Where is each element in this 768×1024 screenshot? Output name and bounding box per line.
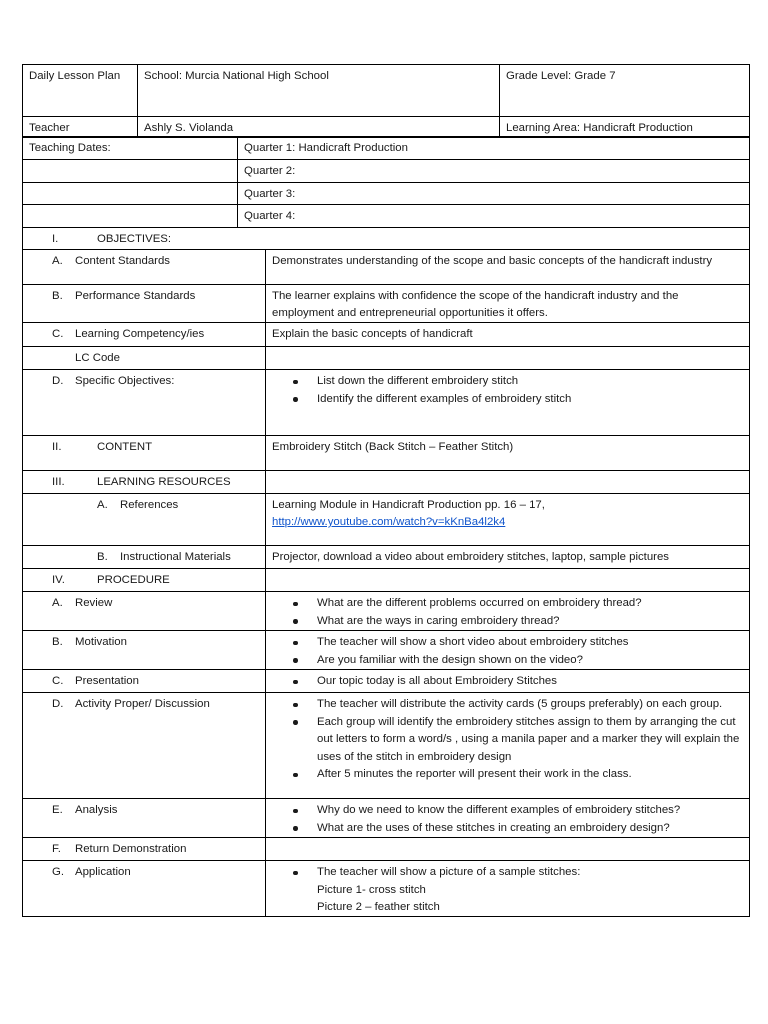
grade-level: Grade Level: Grade 7: [506, 70, 616, 82]
title-cell: [23, 65, 138, 117]
row-value: [266, 285, 750, 323]
row-label: [23, 347, 266, 370]
video-link[interactable]: http://www.youtube.com/watch?v=kKnBa4l2k4: [272, 516, 506, 528]
list-item: What are the uses of these stitches in creating an embroidery design?: [266, 820, 749, 838]
row-label: C. Learning Competency/ies: [23, 323, 266, 347]
row-value: [266, 471, 750, 494]
quarter-cell: [238, 160, 750, 183]
doc-title: Daily Lesson Plan: [29, 70, 121, 82]
row-label: IV. PROCEDURE: [23, 569, 266, 592]
objectives-heading-cell: [23, 228, 750, 250]
application-line: Picture 1- cross stitch: [317, 883, 426, 896]
list-item: Each group will identify the embroidery stitches assign to them by arranging the cut out letters to form a word/s , using a manila paper and a marker they will explain the uses of the stitch in embroidery design: [266, 714, 749, 767]
row-value: [266, 670, 750, 693]
list-item: After 5 minutes the reporter will present their work in the class.: [266, 766, 749, 784]
row-label: G. Application: [23, 861, 266, 917]
references-text: Learning Module in Handicraft Production pp. 16 – 17,: [272, 499, 545, 511]
row-value: [266, 436, 750, 471]
row-value: [266, 799, 750, 838]
teacher-name-cell: [138, 117, 500, 138]
section-heading: PROCEDURE: [97, 574, 170, 586]
row-value: [266, 631, 750, 670]
specific-objectives-list: [266, 373, 749, 408]
row-label: II. CONTENT: [23, 436, 266, 471]
materials-text: Projector, download a video about embroidery stitches, laptop, sample pictures: [272, 551, 669, 563]
row-label: C. Presentation: [23, 670, 266, 693]
activity-list: [266, 696, 749, 784]
content-text: Embroidery Stitch (Back Stitch – Feather Stitch): [272, 441, 514, 453]
list-item: Are you familiar with the design shown on the video?: [266, 652, 749, 670]
dates-label-cell: [23, 137, 238, 160]
list-item: The teacher will show a picture of a sample stitches:: [266, 864, 749, 882]
section-heading: LEARNING RESOURCES: [97, 476, 231, 488]
teacher-label-cell: [23, 117, 138, 138]
row-value: [266, 693, 750, 799]
grade-cell: [500, 65, 750, 117]
row-value: [266, 250, 750, 285]
row-label: B. Instructional Materials: [23, 546, 266, 569]
list-item: The teacher will show a short video about embroidery stitches: [266, 634, 749, 652]
performance-standards-text: The learner explains with confidence the scope of the handicraft industry and the employment and entrepreneurial opportunities it offers.: [272, 290, 679, 319]
application-line: Picture 2 – feather stitch: [317, 900, 440, 913]
quarter-cell: [238, 137, 750, 160]
row-value: [266, 347, 750, 370]
review-list: [266, 595, 749, 630]
row-value: [266, 370, 750, 436]
list-item: What are the ways in caring embroidery thread?: [266, 613, 749, 631]
list-item: List down the different embroidery stitch: [266, 373, 749, 391]
row-label: B. Performance Standards: [23, 285, 266, 323]
row-value: [266, 838, 750, 861]
row-label: A. References: [23, 494, 266, 546]
lesson-body-table: [22, 227, 750, 917]
school-cell: [138, 65, 500, 117]
learning-area: Learning Area: Handicraft Production: [506, 122, 693, 134]
teacher-name: Ashly S. Violanda: [144, 122, 234, 134]
row-value: [266, 861, 750, 917]
row-label: III. LEARNING RESOURCES: [23, 471, 266, 494]
school-name: School: Murcia National High School: [144, 70, 329, 82]
motivation-list: [266, 634, 749, 669]
list-item: Why do we need to know the different examples of embroidery stitches?: [266, 802, 749, 820]
quarter-cell: [238, 183, 750, 205]
section-number: I.: [52, 233, 59, 245]
row-label: A. Content Standards: [23, 250, 266, 285]
dates-table: [22, 136, 750, 228]
analysis-list: [266, 802, 749, 837]
competency-text: Explain the basic concepts of handicraft: [272, 328, 473, 340]
list-item: Our topic today is all about Embroidery Stitches: [266, 673, 749, 691]
presentation-list: [266, 673, 749, 691]
row-label: D. Activity Proper/ Discussion: [23, 693, 266, 799]
list-item: Identify the different examples of embroidery stitch: [266, 391, 749, 409]
row-label: E. Analysis: [23, 799, 266, 838]
list-item: The teacher will distribute the activity cards (5 groups preferably) on each group.: [266, 696, 749, 714]
row-label: D. Specific Objectives:: [23, 370, 266, 436]
row-value: [266, 569, 750, 592]
quarter-1: Quarter 1: Handicraft Production: [244, 142, 408, 154]
section-heading: OBJECTIVES:: [97, 233, 172, 245]
section-heading: CONTENT: [97, 441, 153, 453]
row-value: [266, 546, 750, 569]
row-value: [266, 494, 750, 546]
teacher-label: Teacher: [29, 122, 70, 134]
header-table: [22, 64, 750, 138]
learning-area-cell: [500, 117, 750, 138]
content-standards-text: Demonstrates understanding of the scope and basic concepts of the handicraft industry: [272, 255, 713, 267]
lc-code-label: LC Code: [75, 352, 120, 364]
application-list: [266, 864, 749, 882]
quarter-3: Quarter 3:: [244, 188, 296, 200]
row-label: B. Motivation: [23, 631, 266, 670]
quarter-4: Quarter 4:: [244, 210, 296, 222]
row-value: [266, 592, 750, 631]
row-label: A. Review: [23, 592, 266, 631]
quarter-2: Quarter 2:: [244, 165, 296, 177]
list-item: What are the different problems occurred on embroidery thread?: [266, 595, 749, 613]
quarter-cell: [238, 205, 750, 228]
row-label: F. Return Demonstration: [23, 838, 266, 861]
dates-label: Teaching Dates:: [29, 142, 111, 154]
row-value: [266, 323, 750, 347]
